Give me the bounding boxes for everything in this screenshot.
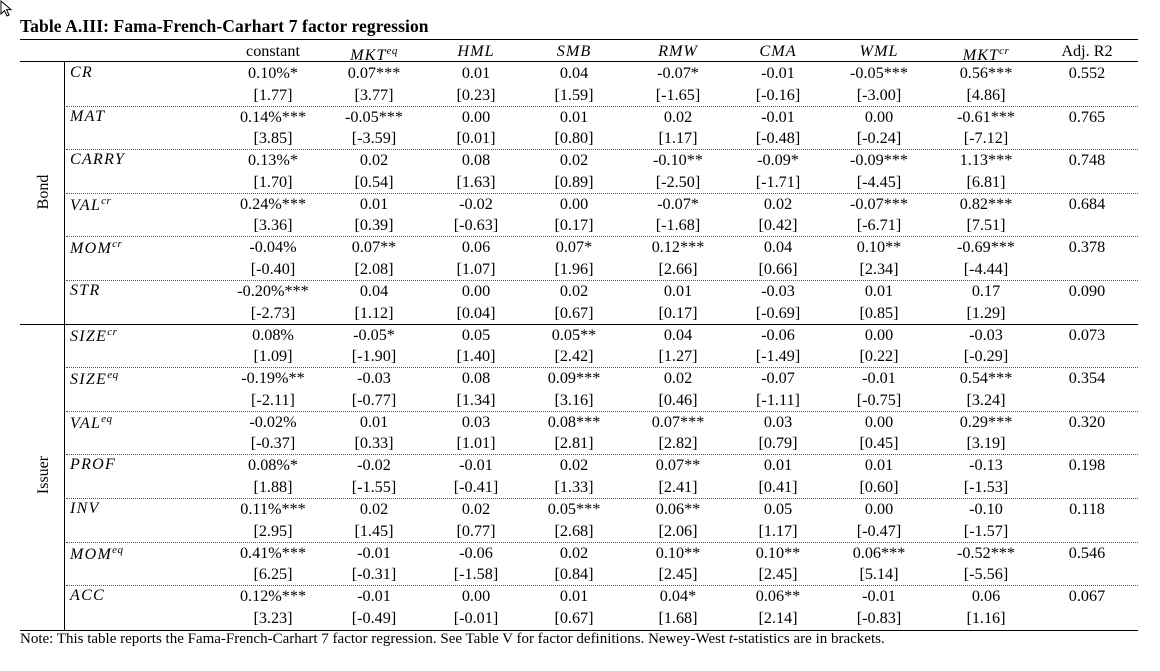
row-label (70, 326, 117, 346)
coefficient-cell: -0.01 (459, 456, 493, 475)
column-header-superscript: eq (386, 45, 398, 57)
tstat-cell: [-1.68] (655, 216, 701, 235)
column-header-label: MKT (962, 46, 1000, 64)
column-header (223, 42, 323, 60)
coefficient-cell: -0.07*** (850, 194, 908, 213)
row-separator (66, 193, 1138, 194)
tstat-cell: [-2.11] (251, 390, 295, 409)
row-label (70, 64, 93, 82)
coefficient-cell: -0.03 (969, 325, 1003, 344)
row-label (70, 195, 111, 215)
tstat-cell: [1.45] (354, 521, 394, 540)
tstat-cell: [-1.11] (756, 390, 800, 409)
column-header-label: WML (859, 42, 899, 60)
coefficient-cell: 0.04 (763, 238, 793, 257)
coefficient-cell: 0.82*** (959, 194, 1013, 213)
coefficient-cell: 0.06** (655, 500, 701, 518)
coefficient-cell: 0.10** (856, 238, 902, 257)
tstat-cell: [1.29] (966, 303, 1006, 322)
coefficient-cell: 0.05 (461, 325, 491, 344)
tstat-cell: [1.63] (456, 172, 496, 191)
row-label (70, 238, 122, 258)
tstat-cell: [6.25] (253, 565, 293, 584)
tstat-cell: [0.85] (859, 303, 899, 322)
coefficient-cell: 0.01 (663, 282, 693, 300)
coefficient-cell: 0.08*** (547, 412, 601, 431)
tstat-cell: [1.17] (658, 129, 698, 148)
tstat-cell: [0.67] (554, 608, 594, 627)
row-label-name: SIZE (70, 371, 108, 389)
tstat-cell: [-1.65] (655, 85, 701, 104)
tstat-cell: [4.86] (966, 85, 1006, 104)
coefficient-cell: -0.01 (862, 587, 896, 606)
row-separator (66, 585, 1138, 586)
column-header-label: CMA (759, 42, 797, 60)
coefficient-cell: 0.11%*** (240, 500, 306, 518)
tstat-cell: [1.96] (554, 259, 594, 278)
row-label-name: MAT (70, 107, 106, 125)
coefficient-cell: 0.00 (559, 194, 589, 213)
row-label-name: MOM (70, 545, 113, 563)
coefficient-cell: 0.00 (864, 325, 894, 344)
tstat-cell: [3.85] (253, 129, 293, 148)
tstat-cell: [3.77] (354, 85, 394, 104)
note-suffix: -statistics are in brackets. (733, 631, 885, 647)
tstat-cell: [-3.00] (856, 85, 902, 104)
row-separator (66, 411, 1138, 412)
coefficient-cell: 0.03 (461, 412, 491, 431)
tstat-cell: [-2.73] (250, 303, 296, 322)
tstat-cell: [-0.16] (755, 85, 801, 104)
coefficient-cell: 0.01 (359, 412, 389, 431)
tstat-cell: [0.77] (456, 521, 496, 540)
tstat-cell: [-0.01] (453, 608, 499, 627)
coefficient-cell: 0.41%*** (239, 543, 307, 562)
coefficient-cell: -0.10** (653, 151, 703, 170)
tstat-cell: [0.22] (859, 347, 899, 366)
row-label (70, 500, 100, 518)
tstat-cell: [1.27] (658, 347, 698, 366)
tstat-cell: [-0.37] (250, 434, 296, 453)
column-header-label: RMW (658, 42, 698, 60)
adj-r2-cell: 0.765 (1068, 107, 1106, 126)
coefficient-cell: 0.29*** (959, 412, 1013, 431)
column-header (728, 42, 828, 60)
coefficient-cell: 0.02 (461, 500, 491, 518)
coefficient-cell: 0.01 (559, 107, 589, 126)
tstat-cell: [1.16] (966, 608, 1006, 627)
coefficient-cell: 0.02 (763, 194, 793, 213)
coefficient-cell: 0.02 (559, 456, 589, 475)
adj-r2-cell: 0.748 (1068, 151, 1106, 170)
tstat-cell: [-4.45] (856, 172, 902, 191)
tstat-cell: [-1.55] (351, 477, 397, 496)
tstat-cell: [0.79] (758, 434, 798, 453)
coefficient-cell: -0.07 (761, 369, 795, 388)
tstat-cell: [0.41] (758, 477, 798, 496)
tstat-cell: [-0.40] (250, 259, 296, 278)
tstat-cell: [0.01] (456, 129, 496, 148)
tstat-cell: [3.19] (966, 434, 1006, 453)
coefficient-cell: 0.05** (551, 325, 597, 344)
tstat-cell: [-0.49] (351, 608, 397, 627)
coefficient-cell: 0.06** (755, 587, 801, 606)
coefficient-cell: 0.24%*** (239, 194, 307, 213)
coefficient-cell: 0.04 (559, 64, 589, 82)
coefficient-cell: 0.02 (359, 151, 389, 170)
coefficient-cell: 0.04 (663, 325, 693, 344)
row-label-superscript: eq (107, 369, 119, 382)
coefficient-cell: -0.07* (657, 64, 699, 82)
coefficient-cell: 0.10%* (248, 64, 298, 82)
adj-r2-cell: 0.118 (1069, 500, 1105, 518)
tstat-cell: [2.45] (758, 565, 798, 584)
coefficient-cell: 0.02 (559, 543, 589, 562)
coefficient-cell: 0.00 (864, 500, 894, 518)
tstat-cell: [2.45] (658, 565, 698, 584)
tstat-cell: [6.81] (966, 172, 1006, 191)
tstat-cell: [-0.48] (755, 129, 801, 148)
tstat-cell: [0.45] (859, 434, 899, 453)
row-label (70, 456, 116, 474)
coefficient-cell: 0.05*** (547, 500, 601, 518)
column-header (426, 42, 526, 60)
tstat-cell: [0.46] (658, 390, 698, 409)
coefficient-cell: -0.03 (761, 282, 795, 300)
mouse-cursor-icon (0, 0, 16, 18)
top-rule (20, 39, 1138, 40)
coefficient-cell: 0.07** (351, 238, 397, 257)
row-separator (66, 149, 1138, 150)
tstat-cell: [-1.90] (351, 347, 397, 366)
coefficient-cell: -0.09*** (850, 151, 908, 170)
column-header (524, 42, 624, 60)
coefficient-cell: -0.20%*** (237, 282, 309, 300)
tstat-cell: [1.07] (456, 259, 496, 278)
coefficient-cell: 0.05 (763, 500, 793, 518)
coefficient-cell: 0.07*** (651, 412, 705, 431)
adj-r2-cell: 0.354 (1068, 369, 1106, 388)
tstat-cell: [3.24] (966, 390, 1006, 409)
row-label-name: VAL (70, 414, 102, 432)
tstat-cell: [0.89] (554, 172, 594, 191)
tstat-cell: [0.67] (554, 303, 594, 322)
coefficient-cell: -0.06 (761, 325, 795, 344)
tstat-cell: [-2.50] (655, 172, 701, 191)
tstat-cell: [0.42] (758, 216, 798, 235)
tstat-cell: [3.36] (253, 216, 293, 235)
coefficient-cell: 0.01 (763, 456, 793, 475)
tstat-cell: [2.68] (554, 521, 594, 540)
coefficient-cell: 0.56*** (959, 64, 1013, 82)
adj-r2-cell: 0.198 (1068, 456, 1106, 475)
tstat-cell: [2.41] (658, 477, 698, 496)
tstat-cell: [0.66] (758, 259, 798, 278)
tstat-cell: [1.17] (758, 521, 798, 540)
coefficient-cell: 0.07*** (347, 64, 401, 82)
coefficient-cell: -0.10 (969, 500, 1003, 518)
coefficient-cell: -0.04% (249, 238, 297, 257)
coefficient-cell: 0.09*** (547, 369, 601, 388)
tstat-cell: [0.84] (554, 565, 594, 584)
tstat-cell: [2.06] (658, 521, 698, 540)
coefficient-cell: 0.00 (461, 107, 491, 126)
coefficient-cell: 0.01 (864, 456, 894, 475)
coefficient-cell: 0.02 (559, 282, 589, 300)
tstat-cell: [-0.47] (856, 521, 902, 540)
tstat-cell: [-1.57] (963, 521, 1009, 540)
column-header (324, 42, 424, 64)
row-label (70, 369, 119, 389)
row-label (70, 544, 124, 564)
row-label-name: CR (70, 64, 94, 81)
coefficient-cell: 0.00 (864, 107, 894, 126)
tstat-cell: [0.04] (456, 303, 496, 322)
row-separator (66, 106, 1138, 107)
coefficient-cell: 0.12%*** (239, 587, 307, 606)
row-label-superscript: eq (112, 543, 124, 556)
row-label (70, 413, 113, 433)
tstat-cell: [1.77] (253, 85, 293, 104)
coefficient-cell: -0.09* (757, 151, 799, 170)
tstat-cell: [2.14] (758, 608, 798, 627)
tstat-cell: [5.14] (859, 565, 899, 584)
row-label-superscript: cr (107, 325, 118, 338)
tstat-cell: [-0.29] (963, 347, 1009, 366)
tstat-cell: [-1.53] (963, 477, 1009, 496)
tstat-cell: [-1.71] (755, 172, 801, 191)
tstat-cell: [-0.83] (856, 608, 902, 627)
coefficient-cell: -0.69*** (957, 238, 1015, 257)
coefficient-cell: 0.07* (555, 238, 593, 257)
coefficient-cell: 0.04* (659, 587, 697, 606)
row-label-superscript: cr (101, 194, 112, 207)
tstat-cell: [-5.56] (963, 565, 1009, 584)
coefficient-cell: -0.61*** (957, 107, 1015, 126)
tstat-cell: [-4.44] (963, 259, 1009, 278)
row-label-name: ACC (70, 587, 106, 605)
tstat-cell: [-0.31] (351, 565, 397, 584)
coefficient-cell: 0.04 (359, 282, 389, 300)
coefficient-cell: -0.01 (357, 543, 391, 562)
row-separator (66, 236, 1138, 237)
tstat-cell: [3.16] (554, 390, 594, 409)
coefficient-cell: 0.08 (461, 369, 491, 388)
tstat-cell: [1.01] (456, 434, 496, 453)
note-prefix: Note: This table reports the Fama-French-Carhart 7 factor regression. See Table V for factor definitions. Newey-West (20, 631, 729, 647)
adj-r2-cell: 0.546 (1068, 543, 1106, 562)
column-header-label: SMB (556, 42, 592, 60)
group-label: Issuer (35, 456, 52, 495)
tstat-cell: [-0.41] (453, 477, 499, 496)
tstat-cell: [-1.58] (453, 565, 499, 584)
adj-r2-cell: 0.073 (1068, 325, 1106, 344)
coefficient-cell: 0.03 (763, 412, 793, 431)
coefficient-cell: 0.54*** (959, 369, 1013, 388)
tstat-cell: [-6.71] (856, 216, 902, 235)
row-label-superscript: eq (101, 412, 113, 425)
table-title: Table A.III: Fama-French-Carhart 7 factor regression (20, 16, 429, 36)
column-header-superscript: cr (999, 45, 1010, 57)
coefficient-cell: -0.03 (357, 369, 391, 388)
tstat-cell: [1.59] (554, 85, 594, 104)
coefficient-cell: 0.13%* (248, 151, 298, 170)
adj-r2-cell: 0.552 (1068, 64, 1106, 82)
tstat-cell: [-3.59] (351, 129, 397, 148)
coefficient-cell: 0.10** (755, 543, 801, 562)
tstat-cell: [2.42] (554, 347, 594, 366)
coefficient-cell: 0.02 (663, 107, 693, 126)
coefficient-cell: -0.05* (353, 325, 395, 344)
row-label-name: INV (70, 500, 100, 517)
tstat-cell: [1.12] (354, 303, 394, 322)
row-label-name: CARRY (70, 151, 126, 169)
row-label-name: PROF (70, 456, 117, 474)
tstat-cell: [7.51] (966, 216, 1006, 235)
coefficient-cell: -0.07* (657, 194, 699, 213)
coefficient-cell: -0.02% (249, 412, 297, 431)
coefficient-cell: -0.02 (459, 194, 493, 213)
tstat-cell: [2.95] (253, 521, 293, 540)
tstat-cell: [-0.63] (453, 216, 499, 235)
coefficient-cell: 0.08 (461, 151, 491, 170)
tstat-cell: [0.60] (859, 477, 899, 496)
coefficient-cell: 0.00 (461, 282, 491, 300)
row-label (70, 151, 125, 169)
coefficient-cell: 0.14%*** (239, 107, 307, 126)
coefficient-cell: 0.06*** (852, 543, 906, 562)
tstat-cell: [-0.77] (351, 390, 397, 409)
coefficient-cell: -0.13 (969, 456, 1003, 475)
tstat-cell: [1.70] (253, 172, 293, 191)
column-header (829, 42, 929, 60)
note-t-italic: t (728, 631, 734, 647)
coefficient-cell: 0.01 (359, 194, 389, 213)
coefficient-cell: 0.01 (864, 282, 894, 300)
column-header (628, 42, 728, 60)
row-label-name: MOM (70, 240, 113, 258)
coefficient-cell: 0.00 (461, 587, 491, 606)
tstat-cell: [-0.24] (856, 129, 902, 148)
tstat-cell: [2.08] (354, 259, 394, 278)
tstat-cell: [1.33] (554, 477, 594, 496)
tstat-cell: [1.88] (253, 477, 293, 496)
coefficient-cell: 1.13*** (959, 151, 1013, 170)
row-label-name: STR (70, 282, 101, 299)
tstat-cell: [-7.12] (963, 129, 1009, 148)
coefficient-cell: 0.07** (655, 456, 701, 475)
adj-r2-cell: 0.067 (1068, 587, 1106, 606)
coefficient-cell: -0.01 (761, 64, 795, 82)
coefficient-cell: -0.05*** (345, 107, 403, 126)
row-separator (66, 498, 1138, 499)
tstat-cell: [1.68] (658, 608, 698, 627)
column-header-label: HML (457, 42, 495, 60)
row-label-superscript: cr (112, 238, 123, 251)
coefficient-cell: -0.05*** (850, 64, 908, 82)
coefficient-cell: -0.02 (357, 456, 391, 475)
column-header-label: MKT (350, 46, 387, 64)
row-label (70, 587, 105, 605)
row-separator (66, 280, 1138, 281)
tstat-cell: [1.34] (456, 390, 496, 409)
adj-r2-cell: 0.684 (1068, 194, 1106, 213)
coefficient-cell: 0.02 (559, 151, 589, 170)
tstat-cell: [2.82] (658, 434, 698, 453)
coefficient-cell: 0.01 (559, 587, 589, 606)
coefficient-cell: 0.02 (663, 369, 693, 388)
coefficient-cell: -0.01 (357, 587, 391, 606)
coefficient-cell: 0.17 (971, 282, 1001, 300)
column-header-label: Adj. R2 (1061, 42, 1113, 60)
adj-r2-cell: 0.090 (1068, 282, 1106, 300)
tstat-cell: [-1.49] (755, 347, 801, 366)
coefficient-cell: 0.10** (655, 543, 701, 562)
coefficient-cell: 0.02 (359, 500, 389, 518)
coefficient-cell: 0.06 (461, 238, 491, 257)
table-note (20, 631, 885, 648)
tstat-cell: [0.80] (554, 129, 594, 148)
group-label: Bond (35, 174, 52, 210)
tstat-cell: [3.23] (253, 608, 293, 627)
tstat-cell: [-0.69] (755, 303, 801, 322)
row-separator (66, 367, 1138, 368)
row-label-name: VAL (70, 196, 102, 214)
adj-r2-cell: 0.320 (1068, 412, 1106, 431)
tstat-cell: [-0.75] (856, 390, 902, 409)
tstat-cell: [1.40] (456, 347, 496, 366)
coefficient-cell: 0.00 (864, 412, 894, 431)
tstat-cell: [0.39] (354, 216, 394, 235)
coefficient-cell: -0.01 (761, 107, 795, 126)
tstat-cell: [0.17] (554, 216, 594, 235)
issuer-group-divider (64, 324, 65, 630)
tstat-cell: [2.34] (859, 259, 899, 278)
column-header-label: constant (246, 42, 300, 60)
coefficient-cell: 0.01 (461, 64, 491, 82)
coefficient-cell: 0.06 (971, 587, 1001, 606)
row-label (70, 282, 101, 300)
row-label-name: SIZE (70, 327, 108, 345)
adj-r2-cell: 0.378 (1068, 238, 1106, 257)
tstat-cell: [1.09] (253, 347, 293, 366)
tstat-cell: [0.23] (456, 85, 496, 104)
tstat-cell: [0.17] (658, 303, 698, 322)
tstat-cell: [0.54] (354, 172, 394, 191)
row-label (70, 108, 105, 126)
tstat-cell: [0.33] (354, 434, 394, 453)
coefficient-cell: -0.01 (862, 369, 896, 388)
coefficient-cell: -0.52*** (957, 543, 1015, 562)
tstat-cell: [2.66] (658, 259, 698, 278)
column-header (1037, 42, 1137, 60)
bond-group-divider (64, 61, 65, 324)
coefficient-cell: -0.06 (459, 543, 493, 562)
coefficient-cell: 0.08% (252, 325, 294, 344)
row-separator (66, 454, 1138, 455)
row-separator (66, 542, 1138, 543)
coefficient-cell: 0.08%* (248, 456, 298, 475)
column-header (936, 42, 1036, 64)
tstat-cell: [2.81] (554, 434, 594, 453)
coefficient-cell: 0.12*** (651, 238, 705, 257)
coefficient-cell: -0.19%** (241, 369, 305, 388)
